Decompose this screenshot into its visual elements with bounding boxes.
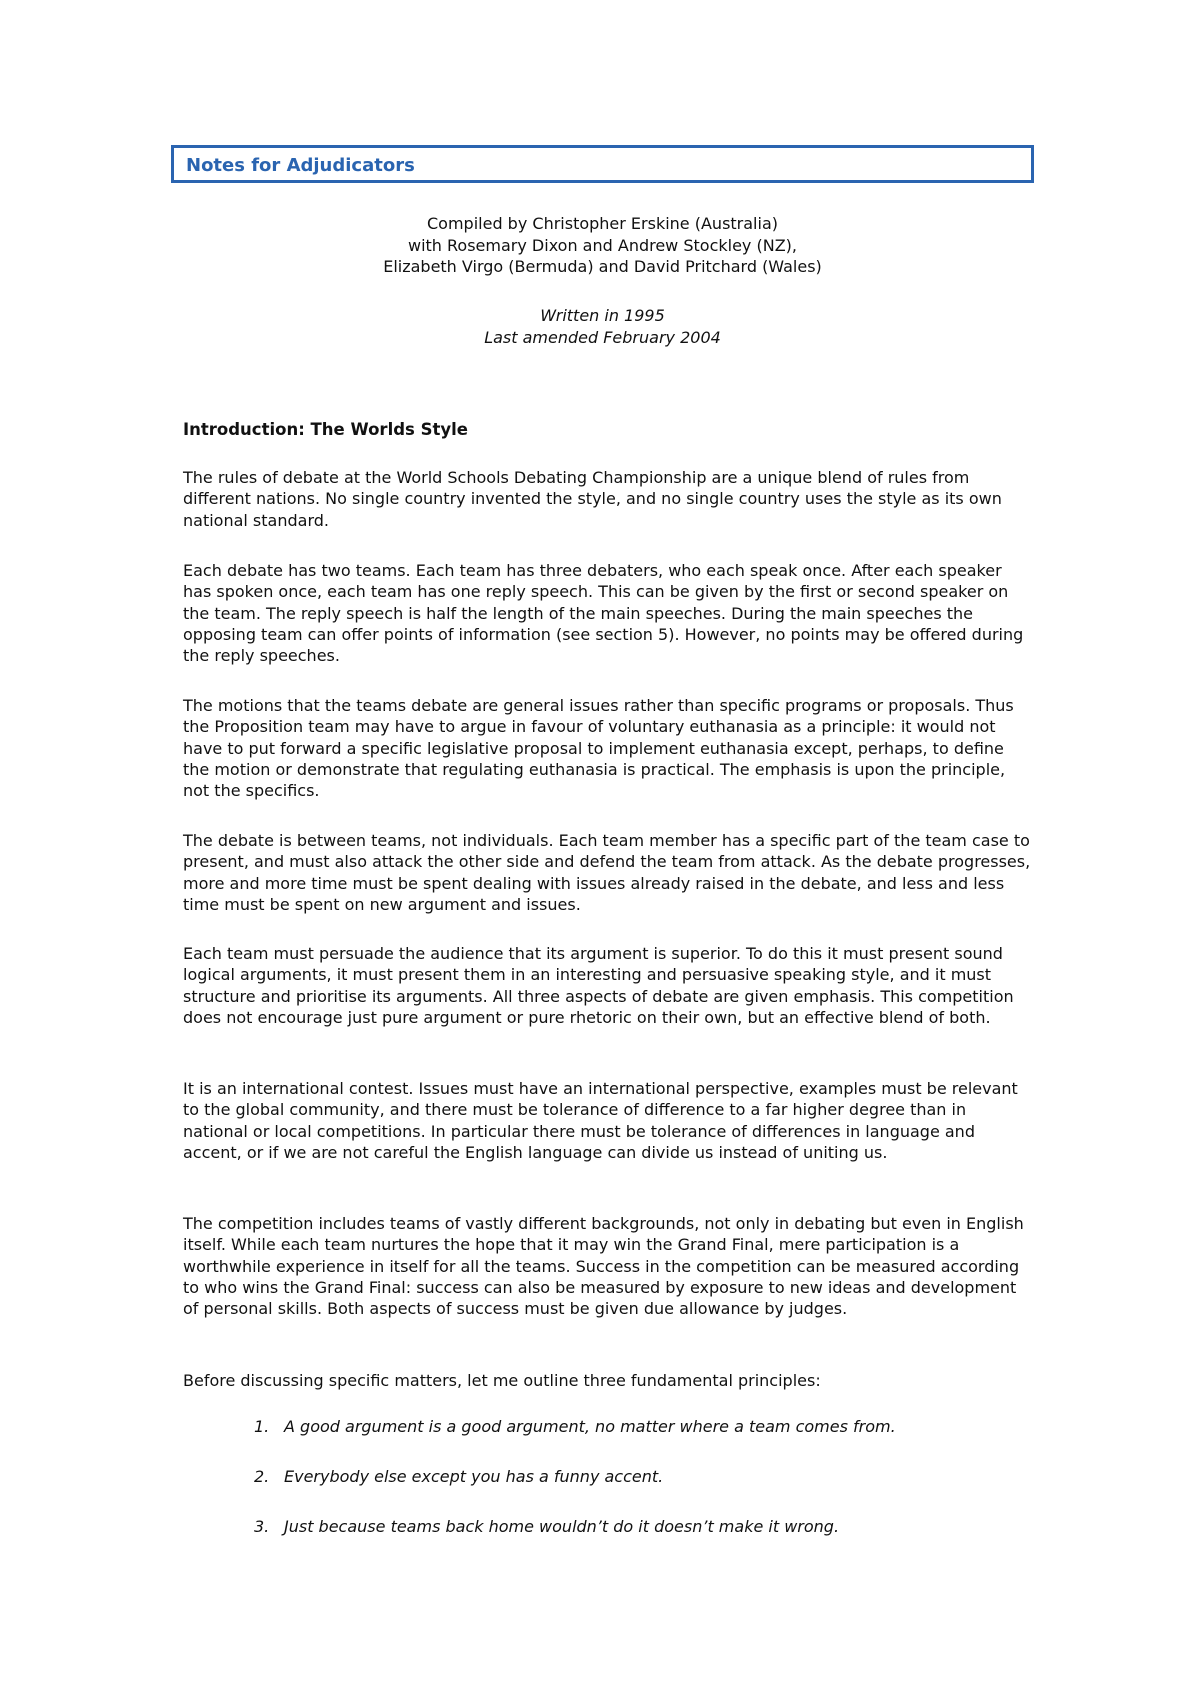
document-title: Notes for Adjudicators [186, 155, 415, 176]
amended-date: Last amended February 2004 [484, 327, 721, 347]
list-item-number: 2. [254, 1467, 270, 1486]
credits-line-2: with Rosemary Dixon and Andrew Stockley (NZ), [408, 235, 797, 255]
list-item-text: Just because teams back home wouldn’t do it doesn’t make it wrong. [284, 1517, 840, 1536]
paragraph: The competition includes teams of vastly different backgrounds, not only in debating but even in English itself. While each team nurtures the hope that it may win the Grand Final, mere participation is a worthwhile experience in itself for all the teams. Success in the competition can be measured according to who wins the Grand Final: success can also be measured by exposure to new ideas and development of personal skills. Both aspects of success must be given due allowance by judges. [183, 1214, 1024, 1319]
dates [171, 305, 1034, 348]
list-item [254, 1517, 839, 1536]
credits-line-1: Compiled by Christopher Erskine (Australia) [427, 214, 778, 233]
paragraph: It is an international contest. Issues must have an international perspective, examples must be relevant to the global community, and there must be tolerance of difference to a far higher degree than in national or local competitions. In particular there must be tolerance of differences in language and accent, or if we are not careful the English language can divide us instead of uniting us. [183, 1079, 1018, 1162]
list-item [254, 1417, 896, 1436]
list-item-number: 3. [254, 1517, 270, 1536]
paragraph: The rules of debate at the World Schools Debating Championship are a unique blend of rules from different nations. No single country invented the style, and no single country uses the style as its own national standard. [183, 468, 1002, 530]
list-item-number: 1. [254, 1417, 270, 1436]
paragraph: Each team must persuade the audience that its argument is superior. To do this it must present sound logical arguments, it must present them in an interesting and persuasive speaking style, and it must structure and prioritise its arguments. All three aspects of debate are given emphasis. This competition does not encourage just pure argument or pure rhetoric on their own, but an effective blend of both. [183, 944, 1014, 1027]
paragraph: Each debate has two teams. Each team has three debaters, who each speak once. After each speaker has spoken once, each team has one reply speech. This can be given by the first or second speaker on the team. The reply speech is half the length of the main speeches. During the main speeches the opposing team can offer points of information (see section 5). However, no points may be offered during the reply speeches. [183, 561, 1024, 666]
written-date: Written in 1995 [540, 306, 665, 325]
list-item-text: Everybody else except you has a funny accent. [284, 1467, 664, 1486]
paragraph: The motions that the teams debate are general issues rather than specific programs or proposals. Thus the Proposition team may have to argue in favour of voluntary euthanasia as a principle: it would not have to put forward a specific legislative proposal to implement euthanasia except, perhaps, to define the motion or demonstrate that regulating euthanasia is practical. The emphasis is upon the principle, not the specifics. [183, 696, 1014, 801]
credits [171, 213, 1034, 278]
paragraph: The debate is between teams, not individuals. Each team member has a specific part of the team case to present, and must also attack the other side and defend the team from attack. As the debate progresses, more and more time must be spent dealing with issues already raised in the debate, and less and less time must be spent on new argument and issues. [183, 831, 1031, 914]
credits-line-3: Elizabeth Virgo (Bermuda) and David Pritchard (Wales) [383, 257, 822, 276]
section-heading: Introduction: The Worlds Style [183, 420, 468, 439]
paragraph: Before discussing specific matters, let me outline three fundamental principles: [183, 1371, 821, 1390]
title-box [171, 145, 1034, 183]
list-item [254, 1467, 663, 1486]
list-item-text: A good argument is a good argument, no matter where a team comes from. [284, 1417, 896, 1436]
